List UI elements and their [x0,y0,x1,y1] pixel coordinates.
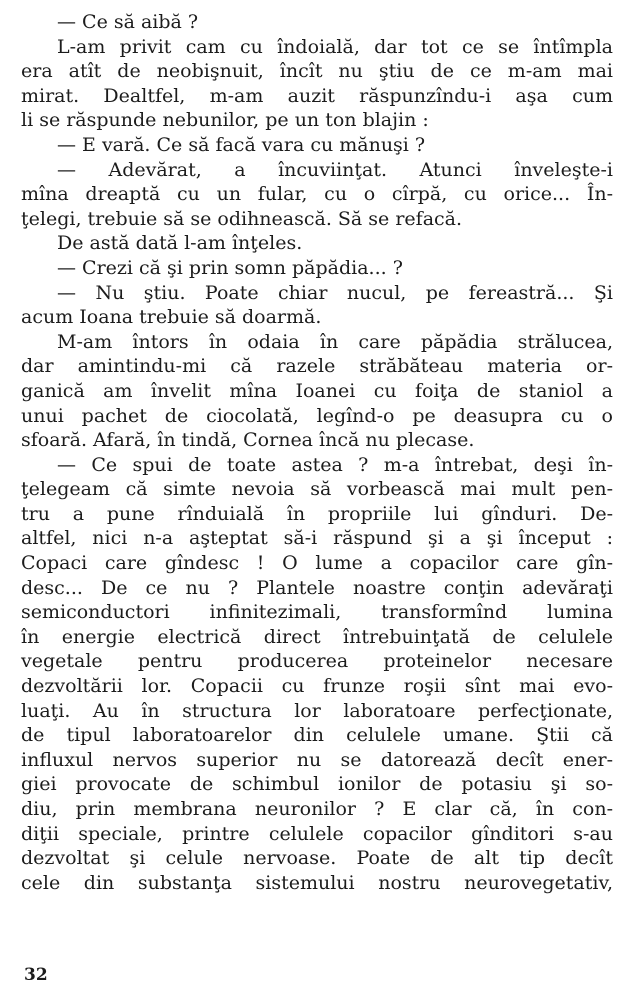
text-line: L-am privit cam cu îndoială, dar tot ce se întîmpla [57,35,613,58]
text-line: vegetale pentru producerea proteinelor necesare [21,650,613,673]
text-line: — Adevărat, a încuviinţat. Atunci înveleşte-i [57,158,613,181]
text-line: mirat. Dealtfel, m-am auzit răspunzîndu-i aşa cum [21,84,613,107]
text-line: — E vară. Ce să facă vara cu mănuşi ? [57,133,426,156]
text-line: M-am întors în odaia în care păpădia strălucea, [57,330,613,353]
text-line: altfel, nici n-a aşteptat să-i răspund şi a şi început : [21,527,613,550]
text-line: mîna dreaptă cu un fular, cu o cîrpă, cu orice... În- [21,183,613,206]
text-line: de tipul laboratoarelor din celulele umane. Ştii că [21,724,613,747]
text-line: desc... De ce nu ? Plantele noastre conţin adevăraţi [21,576,613,599]
text-line: tru a pune rînduială în propriile lui gînduri. De- [21,502,613,525]
text-line: acum Ioana trebuie să doarmă. [21,306,322,329]
text-line: semiconductori infinitezimali, transformînd lumina [21,601,613,624]
book-page-text [21,10,613,895]
text-line: ţelegi, trebuie să se odihnească. Să se refacă. [21,207,463,230]
text-line: diu, prin membrana neuronilor ? E clar că, în con- [21,798,613,820]
text-line: era atît de neobişnuit, încît nu ştiu de ce m-am mai [21,60,613,83]
text-line: ganică am învelit mîna Ioanei cu foiţa de staniol a [21,379,613,402]
text-line: dezvoltării lor. Copacii cu frunze roşii sînt mai evo- [21,675,613,698]
text-line: dezvoltat şi celule nervoase. Poate de alt tip decît [21,847,613,870]
page-number: 32 [24,965,48,985]
text-line: — Ce să aibă ? [57,11,199,33]
text-line: ţelegeam că simte nevoia să vorbească mai mult pen- [21,478,613,501]
text-line: dar amintindu-mi că razele străbăteau materia or- [21,355,613,378]
text-line: în energie electrică direct întrebuinţată de celulele [21,625,613,648]
text-line: cele din substanţa sistemului nostru neurovegetativ, [21,871,613,894]
text-line: sfoară. Afară, în tindă, Cornea încă nu plecase. [21,429,475,452]
text-line: — Crezi că şi prin somn păpădia... ? [57,256,403,279]
text-line: giei provocate de schimbul ionilor de potasiu şi so- [21,773,613,796]
text-line: — Nu ştiu. Poate chiar nucul, pe fereastră... Şi [57,281,613,304]
text-line: Copaci care gîndesc ! O lume a copacilor care gîn- [21,552,613,575]
text-line: luaţi. Au în structura lor laboratoare perfecţionate, [21,699,613,722]
text-line: li se răspunde nebunilor, pe un ton blajin : [21,109,429,132]
text-line: diţii speciale, printre celulele copacilor gînditori s-au [21,822,613,845]
text-line: unui pachet de ciocolată, legînd-o pe deasupra cu o [21,404,613,427]
text-line: — Ce spui de toate astea ? m-a întrebat, deşi în- [57,453,613,476]
text-line: De astă dată l-am înţeles. [57,232,303,255]
text-line: influxul nervos superior nu se datorează decît ener- [21,748,613,771]
